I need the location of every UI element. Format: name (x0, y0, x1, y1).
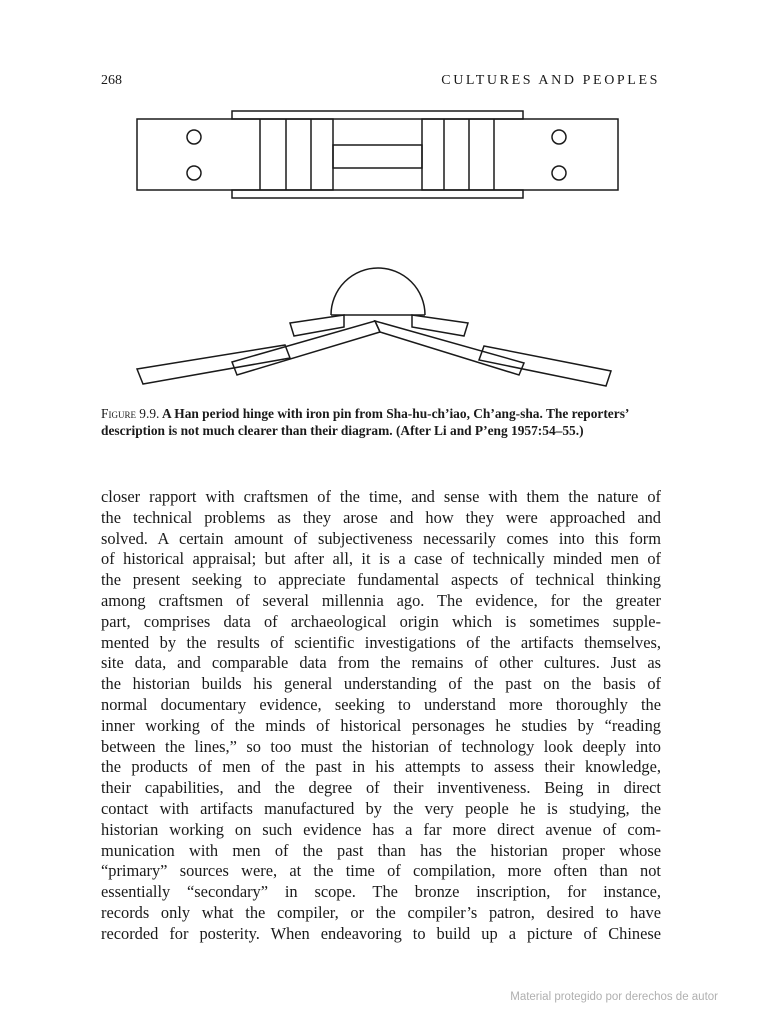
hinge-outer-plate-right (479, 346, 611, 386)
hinge-outer-plate-left (137, 345, 290, 384)
hinge-inner-plate-right (375, 321, 524, 375)
hinge-pin-bar (333, 145, 422, 168)
body-line: historian working on such evidence has a far more direct avenue of com- (101, 819, 661, 839)
figure-caption-text: A Han period hinge with iron pin from Sha-hu-ch’iao, Ch’ang-sha. The reporters’ description is not much clearer than their diagram. (After Li and P’eng 1957:54–55.) (101, 406, 629, 438)
body-line: solved. A certain amount of subjectiveness necessarily comes into this form (101, 528, 661, 548)
body-line: the present seeking to appreciate fundamental aspects of technical thinking (101, 570, 661, 590)
body-line: closer rapport with craftsmen of the time, and sense with them the nature of (101, 487, 661, 506)
body-line: contact with artifacts manufactured by the very people he is studying, the (101, 798, 661, 818)
body-line: part, comprises data of archaeological origin which is sometimes supple- (101, 611, 661, 631)
figure-caption (101, 405, 661, 439)
nail-hole (187, 166, 201, 180)
body-line: essentially “secondary” in scope. The bronze inscription, for instance, (101, 882, 661, 902)
hinge-top-flange (232, 111, 523, 119)
body-text (101, 487, 661, 945)
body-line: recorded for posterity. When endeavoring to build up a picture of Chinese (101, 923, 661, 943)
body-line: the technical problems as they arose and how they were approached and (101, 507, 661, 527)
hinge-side-view (137, 268, 611, 386)
running-head: CULTURES AND PEOPLES (441, 73, 660, 88)
page-number: 268 (101, 73, 122, 88)
body-line: among craftsmen of several millennia ago. The evidence, for the greater (101, 590, 661, 610)
body-line: their capabilities, and the degree of their inventiveness. Being in direct (101, 778, 661, 798)
hinge-diagram (0, 0, 768, 400)
body-line: site data, and comparable data from the remains of other cultures. Just as (101, 653, 661, 673)
nail-hole (552, 166, 566, 180)
copyright-watermark: Material protegido por derechos de autor (510, 991, 718, 1003)
body-line: of historical appraisal; but after all, it is a case of technically minded men of (101, 549, 661, 569)
hinge-pin-dome (331, 268, 425, 315)
nail-hole (552, 130, 566, 144)
body-line: “primary” sources were, at the time of compilation, more often than not (101, 861, 661, 881)
hinge-bottom-flange (232, 190, 523, 198)
hinge-top-view (137, 111, 618, 198)
body-line: mented by the results of scientific investigations of the artifacts themselves, (101, 632, 661, 652)
body-line: between the lines,” so too must the historian of technology look deeply into (101, 736, 661, 756)
body-line: munication with men of the past than has the historian proper whose (101, 840, 661, 860)
body-line: the products of men of the past in his attempts to assess their knowledge, (101, 757, 661, 777)
body-line: the historian builds his general understanding of the past on the basis of (101, 674, 661, 694)
hinge-top-tab-right (412, 315, 468, 336)
hinge-inner-plate-left (232, 321, 380, 375)
body-line: records only what the compiler, or the compiler’s patron, desired to have (101, 902, 661, 922)
hinge-plate-left (137, 119, 333, 190)
body-line: inner working of the minds of historical personages he studies by “reading (101, 715, 661, 735)
body-line: normal documentary evidence, seeking to understand more thoroughly the (101, 694, 661, 714)
figure-label: Figure 9.9. (101, 406, 160, 421)
nail-hole (187, 130, 201, 144)
hinge-plate-right (422, 119, 618, 190)
